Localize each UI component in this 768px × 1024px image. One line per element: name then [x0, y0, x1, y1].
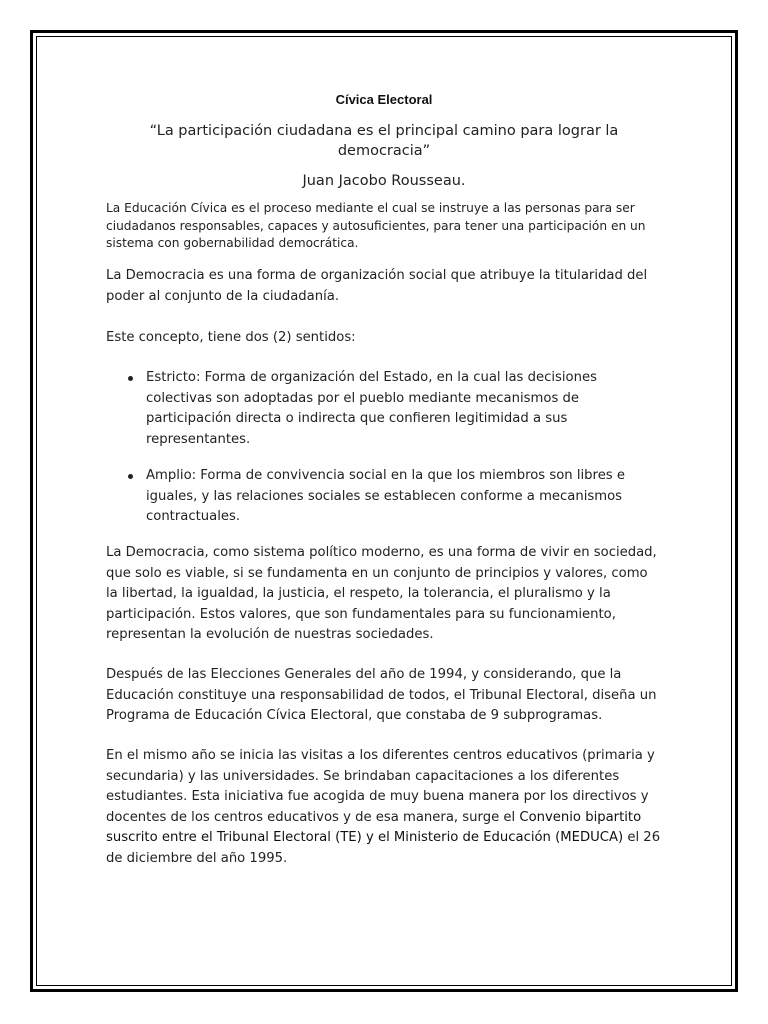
paragraph-convenio-part-1: En el mismo año se inicia las visitas a los diferentes centros educativos (primaria y secundaria) y las universidades. Se brindaban capacitaciones a los diferentes estudiantes. Esta iniciativa fue acogida de muy buena manera por los directivos y docentes de los centros educativos y de esa manera, surge el [106, 748, 655, 825]
epigraph-author: Juan Jacobo Rousseau. [302, 173, 466, 189]
paragraph-convenio-part-3: el 26 de diciembre del año 1995. [106, 830, 661, 866]
epigraph-quote: “La participación ciudadana es el principal camino para lograr la democracia” [149, 123, 619, 159]
paragraph-elecciones-1994: Después de las Elecciones Generales del año de 1994, y considerando, que la Educación constituye una responsabilidad de todos, el Tribunal Electoral, diseña un Programa de Educación Cívica Electoral, que constaba de 9 subprogramas. [106, 667, 657, 723]
paragraph-sentidos: Este concepto, tiene dos (2) sentidos: [106, 330, 356, 345]
convenio-highlight: Convenio bipartito suscrito entre el Tribunal Electoral (TE) y el Ministerio de Educación (MEDUCA) [106, 809, 642, 845]
paragraph-democracia-definicion: La Democracia es una forma de organización social que atribuye la titularidad del poder al conjunto de la ciudadanía. [106, 268, 648, 304]
bullet-dot-icon [128, 376, 133, 381]
document-title: Cívica Electoral [335, 92, 433, 107]
bullet-text: Estricto: Forma de organización del Estado, en la cual las decisiones colectivas son adoptadas por el pueblo mediante mecanismos de participación directa o indirecta que confieren legitimidad a sus representantes. [146, 370, 597, 447]
intro-paragraph: La Educación Cívica es el proceso mediante el cual se instruye a las personas para ser ciudadanos responsables, capaces y autosuficientes, para tener una participación en un sistema con gobernabilidad democrática. [106, 201, 646, 250]
paragraph-convenio [106, 746, 662, 869]
bullet-dot-icon [128, 474, 133, 479]
bullet-text: Amplio: Forma de convivencia social en la que los miembros son libres e iguales, y las relaciones sociales se establecen conforme a mecanismos contractuales. [146, 468, 625, 524]
paragraph-sistema-politico: La Democracia, como sistema político moderno, es una forma de vivir en sociedad, que solo es viable, si se fundamenta en un conjunto de principios y valores, como la libertad, la igualdad, la justicia, el respeto, la tolerancia, el pluralismo y la participación. Estos valores, que son fundamentales para su funcionamiento, representan la evolución de nuestras sociedades. [106, 545, 657, 642]
